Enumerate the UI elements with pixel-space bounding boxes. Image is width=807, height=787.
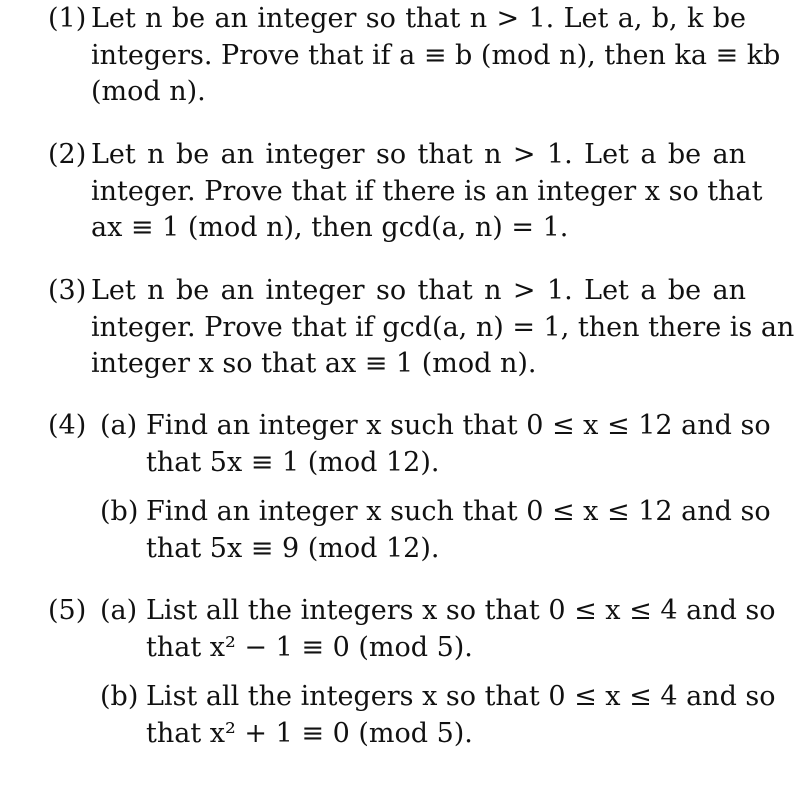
problem-1-line-2: integers. Prove that if a ≡ b (mod n), then ka ≡ kb [91,39,781,71]
problem-4a-line-1: Find an integer x such that 0 ≤ x ≤ 12 and so [146,410,771,441]
problem-5a-label: (a) [100,595,138,626]
problem-2-line-1: Let n be an integer so that n > 1. Let a be an [91,139,746,170]
problem-4b-text [146,494,771,567]
problem-1-label: (1) [48,3,87,34]
problem-5b-line-1: List all the integers x so that 0 ≤ x ≤ 4 and so [146,681,776,712]
problem-3-text [91,273,795,383]
problem-1-line-3: (mod n). [91,76,206,107]
problem-4b-line-1: Find an integer x such that 0 ≤ x ≤ 12 and so [146,496,771,527]
problem-5-label: (5) [48,595,87,626]
problem-2-line-3: ax ≡ 1 (mod n), then gcd(a, n) = 1. [91,212,569,243]
problem-3-label: (3) [48,275,87,306]
problem-5b-label: (b) [100,681,139,712]
problem-5b-line-2: that x² + 1 ≡ 0 (mod 5). [146,717,473,749]
problem-4a-label: (a) [100,410,138,441]
problem-4b-label: (b) [100,496,139,527]
problem-4-label: (4) [48,410,87,441]
problem-1-text [91,1,781,111]
problem-5a-line-1: List all the integers x so that 0 ≤ x ≤ 4 and so [146,595,776,626]
problem-3-line-1: Let n be an integer so that n > 1. Let a be an [91,275,746,306]
problem-1-line-1: Let n be an integer so that n > 1. Let a, b, k be [91,3,746,34]
problem-2-label: (2) [48,139,87,170]
problem-3-line-3: integer x so that ax ≡ 1 (mod n). [91,348,537,379]
problem-4a-line-2: that 5x ≡ 1 (mod 12). [146,446,440,478]
problem-4a-text [146,408,771,481]
problem-2-text [91,137,763,247]
problem-3-line-2: integer. Prove that if gcd(a, n) = 1, then there is an [91,311,795,343]
problem-5b-text [146,679,776,752]
problem-2-line-2: integer. Prove that if there is an integer x so that [91,175,763,207]
problem-5a-line-2: that x² − 1 ≡ 0 (mod 5). [146,631,473,663]
problem-4b-line-2: that 5x ≡ 9 (mod 12). [146,532,440,564]
problem-5a-text [146,593,776,666]
